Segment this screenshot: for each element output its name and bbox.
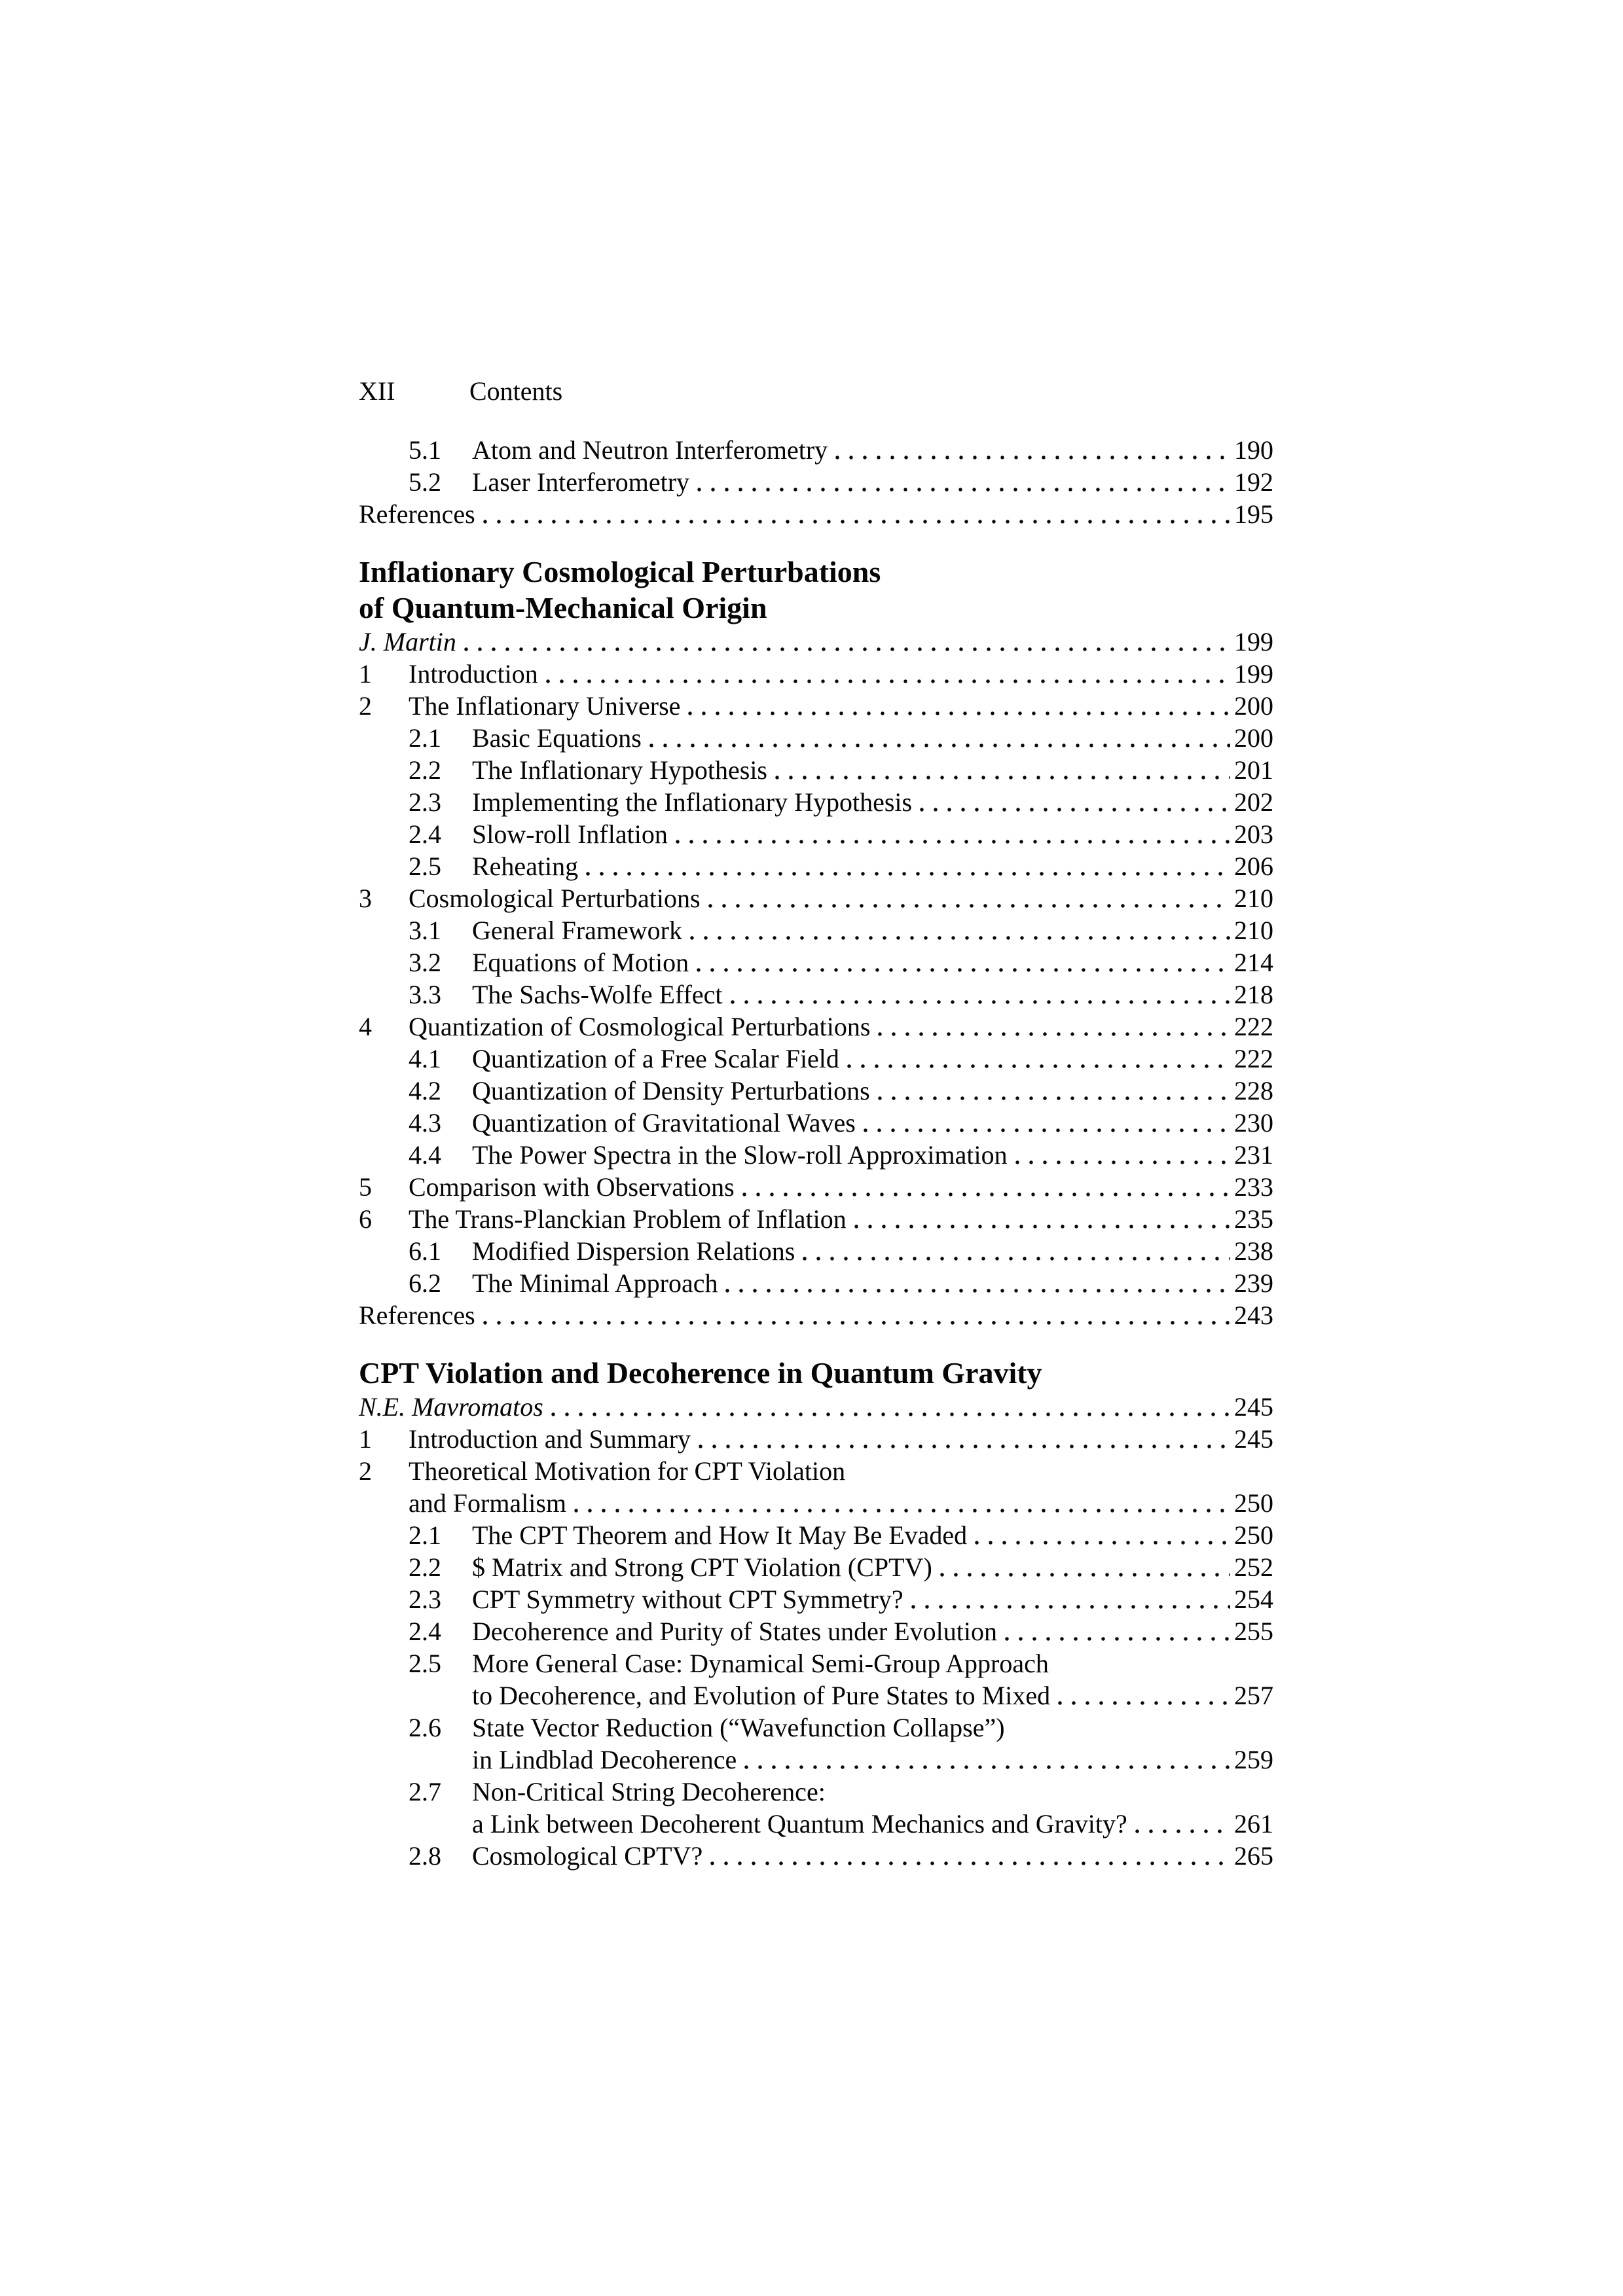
entry-number: 2.8	[409, 1841, 441, 1871]
dot-leader	[878, 1032, 1230, 1036]
dot-leader	[854, 1225, 1230, 1229]
entry-label: The Inflationary Hypothesis	[472, 755, 767, 785]
dot-leader	[697, 968, 1230, 972]
entry-label: References	[359, 1300, 475, 1330]
entry-label: Quantization of Gravitational Waves	[472, 1108, 856, 1138]
page-number: 203	[1234, 819, 1273, 849]
dot-leader	[725, 1289, 1230, 1293]
dot-leader	[1135, 1829, 1230, 1833]
entry-label: State Vector Reduction (“Wavefunction Collapse”)	[472, 1713, 1005, 1742]
page-number: 190	[1234, 435, 1273, 465]
entry-number: 3	[359, 884, 372, 913]
page-number: 265	[1234, 1841, 1273, 1871]
entry-label: Theoretical Motivation for CPT Violation	[409, 1456, 846, 1486]
entry-label: Quantization of Density Perturbations	[472, 1076, 870, 1105]
entry-label: a Link between Decoherent Quantum Mechanics and Gravity?	[472, 1809, 1127, 1839]
entry-label: The Power Spectra in the Slow-roll Approximation	[472, 1140, 1008, 1170]
entry-label: Laser Interferometry	[472, 467, 690, 497]
page-number: 245	[1234, 1424, 1273, 1454]
toc-entry-continuation	[359, 1487, 1273, 1519]
toc-entry	[359, 690, 1273, 722]
toc-entry	[359, 1171, 1273, 1203]
entry-number: 1	[359, 659, 372, 689]
entry-label: CPT Symmetry without CPT Symmetry?	[472, 1585, 903, 1614]
toc-entry	[359, 946, 1273, 978]
toc-entry	[359, 722, 1273, 754]
dot-leader	[1005, 1637, 1230, 1641]
dot-leader	[864, 1128, 1230, 1132]
entry-label: to Decoherence, and Evolution of Pure States to Mixed	[472, 1681, 1051, 1710]
dot-leader	[699, 1444, 1230, 1448]
toc-entry	[359, 1455, 1273, 1487]
dot-leader	[731, 1000, 1230, 1004]
page-number: 233	[1234, 1172, 1273, 1202]
toc-entry	[359, 1583, 1273, 1615]
entry-label: J. Martin	[359, 627, 456, 656]
entry-label: Comparison with Observations	[409, 1172, 735, 1202]
toc-entry	[359, 1423, 1273, 1455]
entry-label: The Inflationary Universe	[409, 691, 681, 721]
entry-label: Non-Critical String Decoherence:	[472, 1777, 826, 1806]
dot-leader	[847, 1064, 1230, 1068]
entry-number: 2.1	[409, 723, 441, 753]
entry-label: Atom and Neutron Interferometry	[472, 435, 828, 465]
page-number: 199	[1234, 627, 1273, 656]
page-number: 218	[1234, 980, 1273, 1009]
entry-number: 2.7	[409, 1777, 441, 1806]
page-number-label: XII	[359, 376, 395, 406]
entry-number: 3.2	[409, 948, 441, 977]
page-number: 261	[1234, 1809, 1273, 1839]
dot-leader	[551, 1412, 1230, 1416]
toc-entry	[359, 1043, 1273, 1075]
entry-label: Basic Equations	[472, 723, 642, 753]
dot-leader	[676, 840, 1230, 844]
entry-label: Slow-roll Inflation	[472, 819, 668, 849]
entry-number: 4.1	[409, 1044, 441, 1073]
dot-leader	[710, 1861, 1230, 1865]
dot-leader	[574, 1509, 1230, 1513]
page-number: 199	[1234, 659, 1273, 689]
toc-entry-continuation	[359, 1808, 1273, 1840]
toc-entry	[359, 498, 1273, 530]
toc-entry	[359, 786, 1273, 818]
entry-number: 3.1	[409, 916, 441, 945]
entry-label: in Lindblad Decoherence	[472, 1745, 737, 1774]
chapter-title-line: Inflationary Cosmological Perturbations	[359, 555, 881, 588]
dot-leader	[1015, 1160, 1230, 1164]
page-number: 210	[1234, 916, 1273, 945]
toc-entry-continuation	[359, 1679, 1273, 1712]
dot-leader	[742, 1193, 1230, 1196]
dot-leader	[975, 1541, 1230, 1545]
dot-leader	[697, 488, 1230, 492]
dot-leader	[649, 744, 1230, 747]
chapter-title-line: of Quantum-Mechanical Origin	[359, 591, 767, 624]
entry-number: 4.4	[409, 1140, 441, 1170]
page-number: 192	[1234, 467, 1273, 497]
entry-number: 6.2	[409, 1268, 441, 1298]
entry-label: Quantization of a Free Scalar Field	[472, 1044, 839, 1073]
dot-leader	[803, 1257, 1230, 1261]
page-number: 214	[1234, 948, 1273, 977]
contents-heading: Contents	[469, 376, 563, 406]
dot-leader	[744, 1765, 1230, 1769]
entry-label: $ Matrix and Strong CPT Violation (CPTV)	[472, 1552, 932, 1582]
entry-label: Introduction and Summary	[409, 1424, 691, 1454]
toc-entry-continuation	[359, 1744, 1273, 1776]
page-number: 254	[1234, 1585, 1273, 1614]
page-number: 243	[1234, 1300, 1273, 1330]
entry-label: Quantization of Cosmological Perturbations	[409, 1012, 871, 1041]
entry-number: 2.2	[409, 1552, 441, 1582]
dot-leader	[483, 520, 1230, 524]
toc-entry	[359, 1840, 1273, 1872]
entry-number: 6	[359, 1204, 372, 1234]
page-number: 222	[1234, 1044, 1273, 1073]
page-number: 238	[1234, 1236, 1273, 1266]
toc-entry	[359, 850, 1273, 882]
dot-leader	[708, 904, 1230, 908]
page-number: 252	[1234, 1552, 1273, 1582]
toc-entry	[359, 882, 1273, 914]
toc-rows	[359, 434, 1273, 1872]
toc-entry	[359, 818, 1273, 850]
dot-leader	[546, 679, 1230, 683]
toc-entry	[359, 1551, 1273, 1583]
entry-label: The Sachs-Wolfe Effect	[472, 980, 723, 1009]
entry-label: Implementing the Inflationary Hypothesis	[472, 787, 913, 817]
entry-label: Cosmological Perturbations	[409, 884, 701, 913]
dot-leader	[464, 647, 1230, 651]
entry-label: The CPT Theorem and How It May Be Evaded	[472, 1520, 968, 1550]
author-line	[359, 626, 1273, 658]
entry-number: 2.1	[409, 1520, 441, 1550]
toc-entry	[359, 1615, 1273, 1647]
page-number: 259	[1234, 1745, 1273, 1774]
page-number: 255	[1234, 1617, 1273, 1646]
toc-entry	[359, 754, 1273, 786]
dot-leader	[586, 872, 1230, 876]
dot-leader	[911, 1605, 1230, 1609]
toc-entry	[359, 978, 1273, 1011]
entry-label: Decoherence and Purity of States under Evolution	[472, 1617, 997, 1646]
toc-entry	[359, 1519, 1273, 1551]
page-number: 250	[1234, 1520, 1273, 1550]
dot-leader	[483, 1321, 1230, 1325]
running-header	[359, 375, 1273, 407]
entry-label: N.E. Mavromatos	[359, 1392, 543, 1422]
entry-number: 6.1	[409, 1236, 441, 1266]
dot-leader	[835, 456, 1230, 459]
entry-label: General Framework	[472, 916, 682, 945]
page-number: 202	[1234, 787, 1273, 817]
entry-number: 2.4	[409, 1617, 441, 1646]
entry-number: 2.5	[409, 852, 441, 881]
toc-entry	[359, 466, 1273, 498]
entry-label: The Trans-Planckian Problem of Inflation	[409, 1204, 847, 1234]
page-number: 195	[1234, 499, 1273, 529]
page-number: 210	[1234, 884, 1273, 913]
page-number: 200	[1234, 723, 1273, 753]
entry-number: 2	[359, 1456, 372, 1486]
entry-number: 5	[359, 1172, 372, 1202]
page-number: 228	[1234, 1076, 1273, 1105]
dot-leader	[878, 1096, 1230, 1100]
entry-number: 4.2	[409, 1076, 441, 1105]
toc-entry	[359, 1776, 1273, 1808]
page-number: 250	[1234, 1488, 1273, 1518]
toc-entry	[359, 658, 1273, 690]
dot-leader	[940, 1573, 1230, 1577]
toc-entry	[359, 1235, 1273, 1267]
dot-leader	[775, 776, 1230, 780]
entry-number: 2.4	[409, 819, 441, 849]
entry-label: Introduction	[409, 659, 538, 689]
dot-leader	[688, 711, 1230, 715]
entry-label: Modified Dispersion Relations	[472, 1236, 795, 1266]
entry-label: The Minimal Approach	[472, 1268, 718, 1298]
toc-entry	[359, 1299, 1273, 1331]
page-number: 245	[1234, 1392, 1273, 1422]
author-line	[359, 1391, 1273, 1423]
entry-number: 4.3	[409, 1108, 441, 1138]
toc-entry	[359, 1647, 1273, 1679]
page-number: 230	[1234, 1108, 1273, 1138]
page-number: 231	[1234, 1140, 1273, 1170]
entry-number: 2.5	[409, 1649, 441, 1678]
entry-number: 4	[359, 1012, 372, 1041]
toc-entry	[359, 1075, 1273, 1107]
toc-entry	[359, 1203, 1273, 1235]
entry-number: 2	[359, 691, 372, 721]
entry-number: 1	[359, 1424, 372, 1454]
entry-label: Equations of Motion	[472, 948, 689, 977]
entry-number: 3.3	[409, 980, 441, 1009]
page-number: 201	[1234, 755, 1273, 785]
page-number: 222	[1234, 1012, 1273, 1041]
dot-leader	[690, 936, 1230, 940]
entry-number: 5.2	[409, 467, 441, 497]
entry-label: References	[359, 499, 475, 529]
entry-number: 2.2	[409, 755, 441, 785]
dot-leader	[1058, 1701, 1230, 1705]
page-number: 200	[1234, 691, 1273, 721]
entry-number: 2.3	[409, 787, 441, 817]
entry-number: 2.3	[409, 1585, 441, 1614]
dot-leader	[920, 808, 1230, 812]
entry-number: 2.6	[409, 1713, 441, 1742]
entry-number: 5.1	[409, 435, 441, 465]
page-number: 239	[1234, 1268, 1273, 1298]
page-number: 235	[1234, 1204, 1273, 1234]
toc-entry	[359, 1011, 1273, 1043]
toc-entry	[359, 434, 1273, 466]
toc-entry	[359, 1107, 1273, 1139]
entry-label: Cosmological CPTV?	[472, 1841, 703, 1871]
page-number: 257	[1234, 1681, 1273, 1710]
toc-content	[359, 375, 1273, 1872]
entry-label: More General Case: Dynamical Semi-Group Approach	[472, 1649, 1049, 1678]
entry-label: and Formalism	[409, 1488, 567, 1518]
toc-entry	[359, 914, 1273, 946]
entry-label: Reheating	[472, 852, 579, 881]
chapter-title-line: CPT Violation and Decoherence in Quantum Gravity	[359, 1356, 1042, 1390]
toc-entry	[359, 1267, 1273, 1299]
page-number: 206	[1234, 852, 1273, 881]
toc-entry	[359, 1712, 1273, 1744]
toc-entry	[359, 1139, 1273, 1171]
